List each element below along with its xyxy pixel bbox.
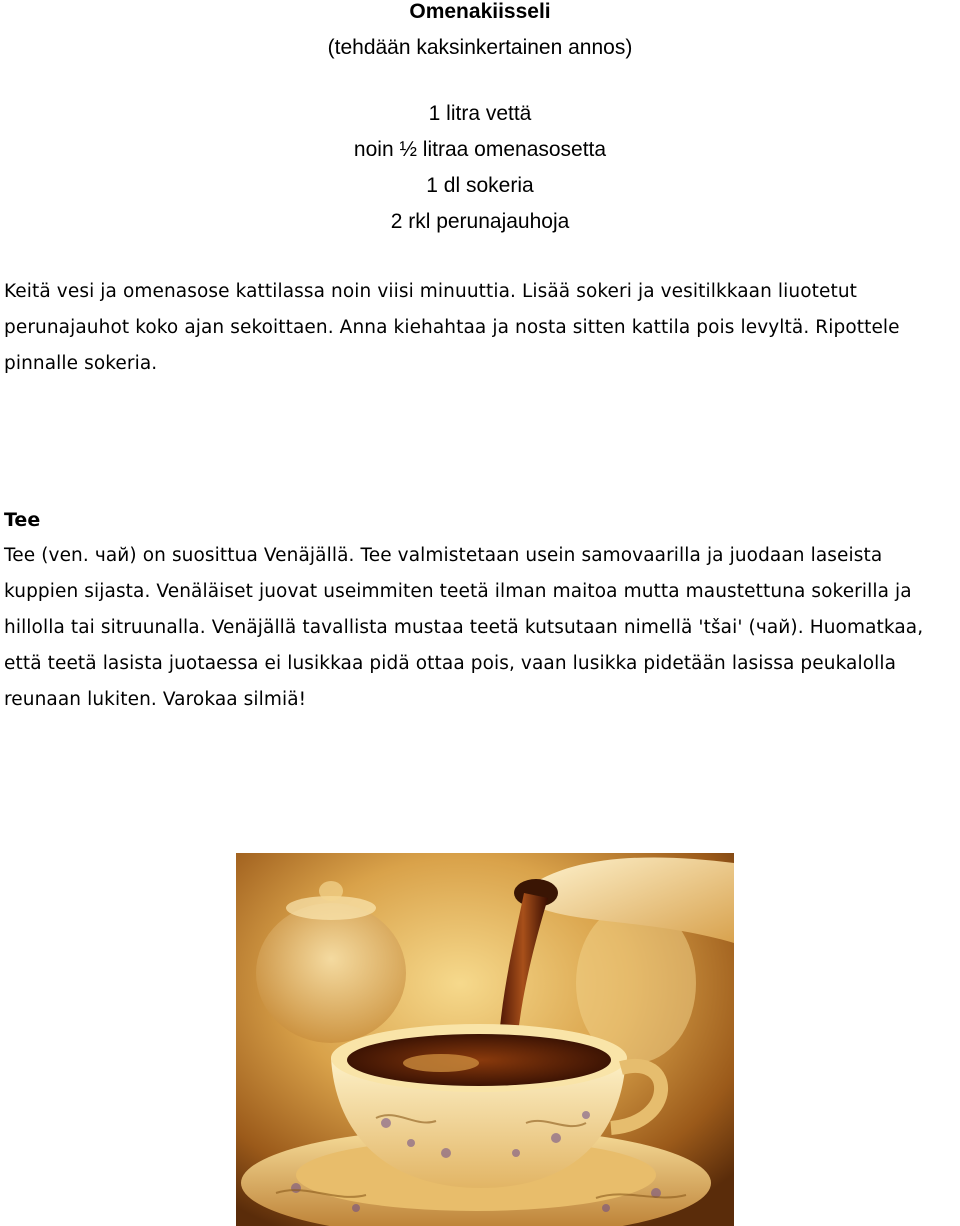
ingredient-item: 2 rkl perunajauhoja — [390, 210, 570, 233]
tea-heading: Tee — [4, 509, 41, 531]
tea-cup-photo — [236, 853, 734, 1226]
ingredient-list — [0, 96, 960, 240]
recipe-subtitle: (tehdään kaksinkertainen annos) — [327, 36, 633, 59]
recipe-header — [0, 0, 960, 66]
tea-paragraph: Tee (ven. чай) on suosittua Venäjällä. Tee valmistetaan usein samovaarilla ja juodaan laseista kuppien sijasta. Venäläiset juovat useimmiten teetä ilman maitoa mutta maustettuna sokerilla ja hillolla tai sitruunalla. Venäjällä tavallista mustaa teetä kutsutaan nimellä 'tšai' (чай). Huomatkaa, että teetä lasista juotaessa ei lusikkaa pidä ottaa pois, vaan lusikka pidetään lasissa peukalolla reunaan lukiten. Varokaa silmiä! — [4, 545, 924, 710]
recipe-instructions: Keitä vesi ja omenasose kattilassa noin viisi minuuttia. Lisää sokeri ja vesitilkkaan liuotetut perunajauhot koko ajan sekoittaen. Anna kiehahtaa ja nosta sitten kattila pois levyltä. Ripottele pinnalle sokeria. — [4, 281, 900, 374]
ingredient-item: noin ½ litraa omenasosetta — [353, 138, 607, 161]
recipe-title: Omenakiisseli — [409, 0, 551, 23]
ingredient-item: 1 litra vettä — [428, 102, 532, 125]
ingredient-item: 1 dl sokeria — [426, 174, 534, 197]
